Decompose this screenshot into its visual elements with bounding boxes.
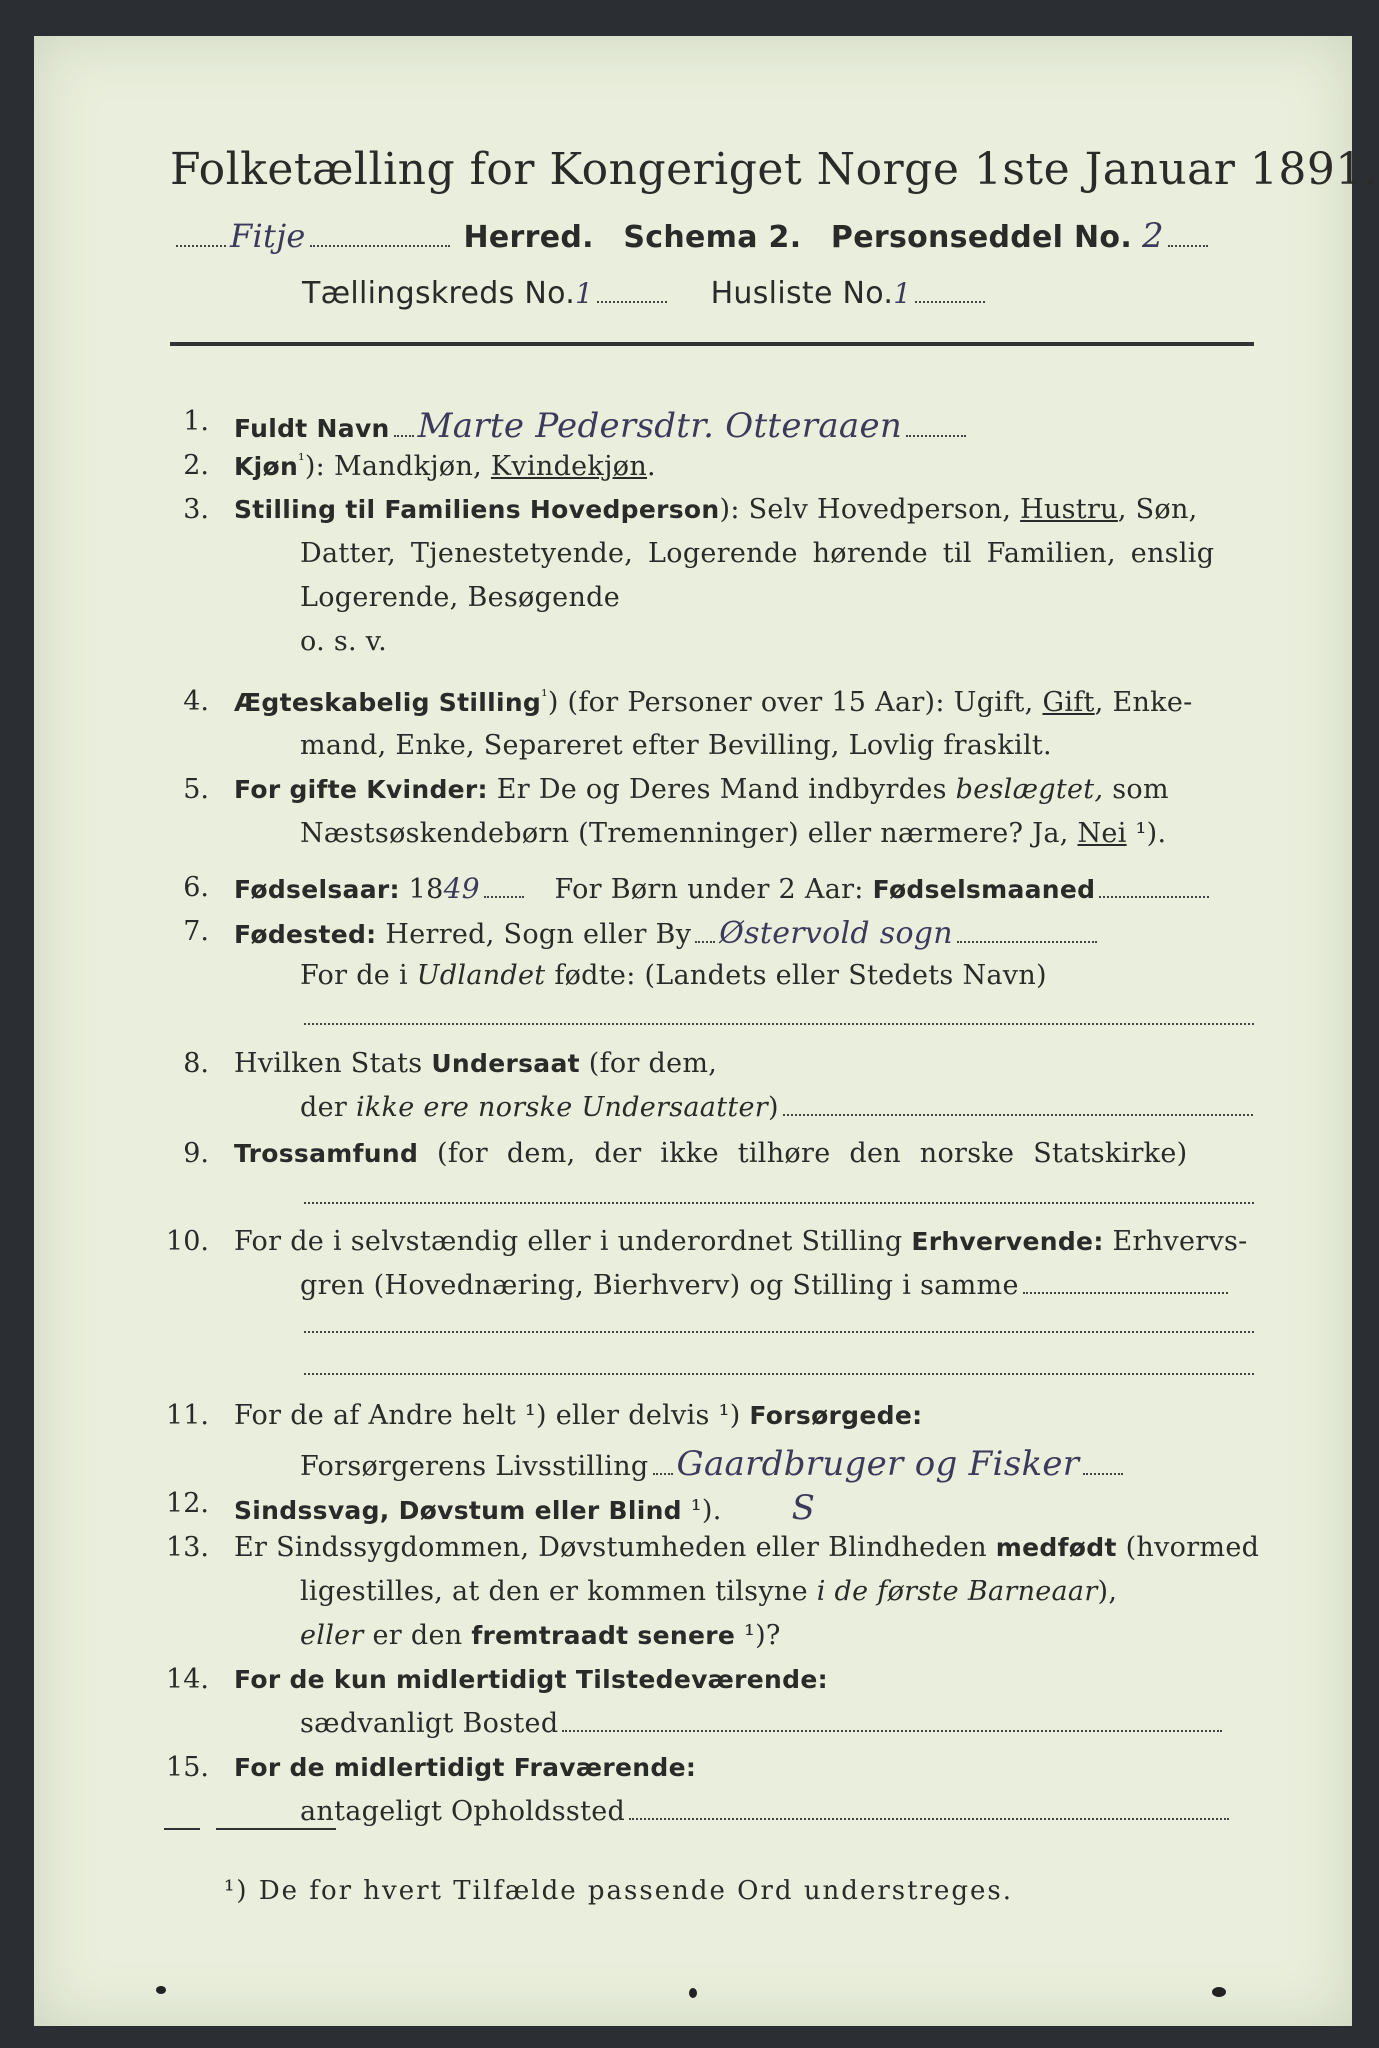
q8-line1-b: Undersaat xyxy=(431,1049,580,1078)
q11-line1 xyxy=(234,1400,922,1431)
q1-number: 1. xyxy=(183,406,209,437)
q13-line3 xyxy=(300,1620,781,1651)
q4-line1 xyxy=(234,686,1193,718)
q10-blank-line-1 xyxy=(304,1331,1254,1333)
q6-label: Fødselsaar: xyxy=(234,875,400,904)
q1-line xyxy=(234,406,970,446)
q3-number: 3. xyxy=(183,494,209,525)
q13-number: 13. xyxy=(166,1532,209,1563)
q7-line2-b: fødte: (Landets eller Stedets Navn) xyxy=(545,960,1047,991)
q15-line2: antageligt Opholdssted xyxy=(300,1796,626,1827)
q5-line2-end: ¹). xyxy=(1126,818,1167,849)
q4-number: 4. xyxy=(183,686,209,717)
q3-line2: Datter, Tjenestetyende, Logerende hørende til Familien, enslig xyxy=(300,538,1215,569)
q11-line2: Forsørgerens Livsstilling xyxy=(300,1451,649,1482)
q4-line1-end: , Enke- xyxy=(1094,687,1193,718)
q10-line1 xyxy=(234,1226,1248,1257)
q7-line1 xyxy=(234,916,1101,951)
q3-line1-end: , Søn, xyxy=(1117,494,1198,525)
q1-label: Fuldt Navn xyxy=(234,414,390,443)
q6-line xyxy=(234,872,1213,905)
q7-label: Fødested: xyxy=(234,920,377,949)
q10-blank-line-2 xyxy=(304,1373,1254,1375)
kreds-value: 1 xyxy=(575,277,594,310)
q2-sup: ¹ xyxy=(298,450,305,469)
q3-label: Stilling til Familiens Hovedperson xyxy=(234,495,720,524)
q13-line3-c: ¹)? xyxy=(735,1620,781,1651)
q5-line2-u: Nei xyxy=(1077,818,1127,849)
q2-text-a: ): Mandkjøn, xyxy=(304,451,491,482)
kreds-line xyxy=(302,276,989,311)
q8-number: 8. xyxy=(183,1048,209,1079)
census-form xyxy=(34,36,1379,2026)
q12-line xyxy=(234,1488,815,1528)
q13-line1-a: Er Sindssygdommen, Døvstumheden eller Blindheden xyxy=(234,1532,996,1563)
corner-mark-right xyxy=(1212,1987,1226,1997)
q14-label: For de kun midlertidigt Tilstedeværende: xyxy=(234,1665,828,1694)
q10-line1-c: Erhvervs- xyxy=(1103,1226,1248,1257)
husliste-label: Husliste No. xyxy=(710,276,894,311)
q10-line2 xyxy=(300,1270,1232,1301)
q9-line xyxy=(234,1138,1187,1169)
q7-value: Østervold sogn xyxy=(719,916,953,951)
q10-line1-a: For de i selvstændig eller i underordnet Stilling xyxy=(234,1226,912,1257)
q4-line1-rest: ) (for Personer over 15 Aar): Ugift, xyxy=(547,687,1043,718)
personseddel-value: 2 xyxy=(1142,216,1164,256)
herred-label: Herred. xyxy=(463,220,594,255)
q8-line1-c: (for dem, xyxy=(579,1048,718,1079)
q6-year-value: 49 xyxy=(443,872,480,905)
q6-year-prefix: 18 xyxy=(399,874,444,905)
q11-line2 xyxy=(300,1444,1127,1484)
q3-line1 xyxy=(234,494,1198,525)
q6-number: 6. xyxy=(183,872,209,903)
q7-rest: Herred, Sogn eller By xyxy=(376,919,692,950)
herred-value: Fitje xyxy=(230,217,306,255)
q13-line1-b: medfødt xyxy=(995,1533,1117,1562)
q8-line2-a: der xyxy=(300,1092,356,1123)
q8-line1-a: Hvilken Stats xyxy=(234,1048,432,1079)
q2-text-b: Kvindekjøn xyxy=(490,451,648,482)
q11-line1-a: For de af Andre helt ¹) eller delvis ¹) xyxy=(234,1400,750,1431)
q9-rest: (for dem, der ikke tilhøre den norske Statskirke) xyxy=(418,1138,1188,1169)
q2-label: Kjøn xyxy=(234,452,299,481)
q7-line2-a: For de i xyxy=(300,960,417,991)
corner-mark-left xyxy=(156,1986,166,1994)
q4-line1-u: Gift xyxy=(1042,687,1095,718)
q5-line1-rest: Er De og Deres Mand indbyrdes xyxy=(487,774,956,805)
q5-line2-a: Næstsøskendebørn (Tremenninger) eller nærmere? Ja, xyxy=(300,818,1078,849)
q6-rest: For Børn under 2 Aar: xyxy=(554,874,864,905)
kreds-label: Tællingskreds No. xyxy=(302,276,576,311)
q13-line1-c: (hvormed xyxy=(1116,1532,1260,1563)
q7-line2 xyxy=(300,960,1047,991)
q5-label: For gifte Kvinder: xyxy=(234,775,488,804)
personseddel-label: Personseddel No. xyxy=(830,220,1133,255)
q9-label: Trossamfund xyxy=(234,1139,419,1168)
q13-line2-a: ligestilles, at den er kommen tilsyne xyxy=(300,1576,817,1607)
q14-number: 14. xyxy=(166,1664,209,1695)
q5-line1-end: som xyxy=(1103,774,1169,805)
q5-line2 xyxy=(300,818,1166,849)
q15-number: 15. xyxy=(166,1752,209,1783)
q5-line1-i: beslægtet, xyxy=(955,774,1104,805)
q11-line1-b: Forsørgede: xyxy=(749,1401,923,1430)
q3-line4: o. s. v. xyxy=(300,626,387,657)
husliste-value: 1 xyxy=(893,277,912,310)
q12-rest: ¹). xyxy=(681,1495,722,1526)
q15-line1 xyxy=(234,1752,696,1783)
q9-blank-line xyxy=(304,1202,1254,1204)
q14-line2: sædvanligt Bosted xyxy=(300,1708,559,1739)
footnote-rule xyxy=(164,1828,200,1830)
header-line xyxy=(172,216,1212,256)
q5-number: 5. xyxy=(183,774,209,805)
q1-value: Marte Pedersdtr. Otteraaen xyxy=(417,406,903,446)
q13-line1 xyxy=(234,1532,1259,1563)
q13-line3-a: er den xyxy=(363,1620,472,1651)
q3-line1-u: Hustru xyxy=(1020,494,1118,525)
q14-line2 xyxy=(300,1708,1226,1739)
q10-number: 10. xyxy=(166,1226,209,1257)
header-rule xyxy=(170,342,1254,346)
q12-label: Sindssvag, Døvstum eller Blind xyxy=(234,1496,682,1525)
q3-line1-rest: ): Selv Hovedperson, xyxy=(719,494,1021,525)
q2-text-c: . xyxy=(647,451,656,482)
q6-label2: Fødselsmaaned xyxy=(872,875,1096,904)
corner-mark-center xyxy=(689,1988,697,1998)
footnote-rule-2 xyxy=(216,1828,336,1830)
q8-line2-i: ikke ere norske Undersaatter xyxy=(355,1092,768,1123)
q2-line xyxy=(234,450,656,482)
q7-line2-i: Udlandet xyxy=(416,960,546,991)
q9-number: 9. xyxy=(183,1138,209,1169)
q8-line1 xyxy=(234,1048,717,1079)
q12-value: S xyxy=(791,1488,816,1528)
q13-line3-i: eller xyxy=(300,1620,364,1651)
q13-line2-b: ), xyxy=(1097,1576,1118,1607)
q12-number: 12. xyxy=(166,1488,209,1519)
footnote: ¹) De for hvert Tilfælde passende Ord understreges. xyxy=(224,1876,1014,1906)
q8-line2 xyxy=(300,1092,1257,1123)
form-title: Folketælling for Kongeriget Norge 1ste Januar 1891. xyxy=(170,144,1379,195)
q15-label: For de midlertidigt Fraværende: xyxy=(234,1753,697,1782)
q7-number: 7. xyxy=(183,916,209,947)
q5-line1 xyxy=(234,774,1169,805)
q4-label: Ægteskabelig Stilling xyxy=(234,688,542,717)
q4-sup: ¹ xyxy=(541,686,548,705)
q13-line2-i: i de første Barneaar xyxy=(816,1576,1098,1607)
q15-line2 xyxy=(300,1796,1233,1827)
q13-line3-b: fremtraadt senere xyxy=(471,1621,736,1650)
q11-value: Gaardbruger og Fisker xyxy=(676,1444,1080,1484)
q13-line2 xyxy=(300,1576,1117,1607)
q3-line3: Logerende, Besøgende xyxy=(300,582,620,613)
q14-line1 xyxy=(234,1664,828,1695)
q8-line2-b: ) xyxy=(768,1092,779,1123)
schema-label: Schema 2. xyxy=(623,220,802,255)
q4-line2: mand, Enke, Separeret efter Bevilling, Lovlig fraskilt. xyxy=(300,730,1052,761)
q11-number: 11. xyxy=(166,1400,209,1431)
q7-blank-line xyxy=(304,1023,1254,1025)
q2-number: 2. xyxy=(183,450,209,481)
q10-line2: gren (Hovednæring, Bierhverv) og Stilling i samme xyxy=(300,1270,1019,1301)
q10-line1-b: Erhvervende: xyxy=(911,1227,1104,1256)
